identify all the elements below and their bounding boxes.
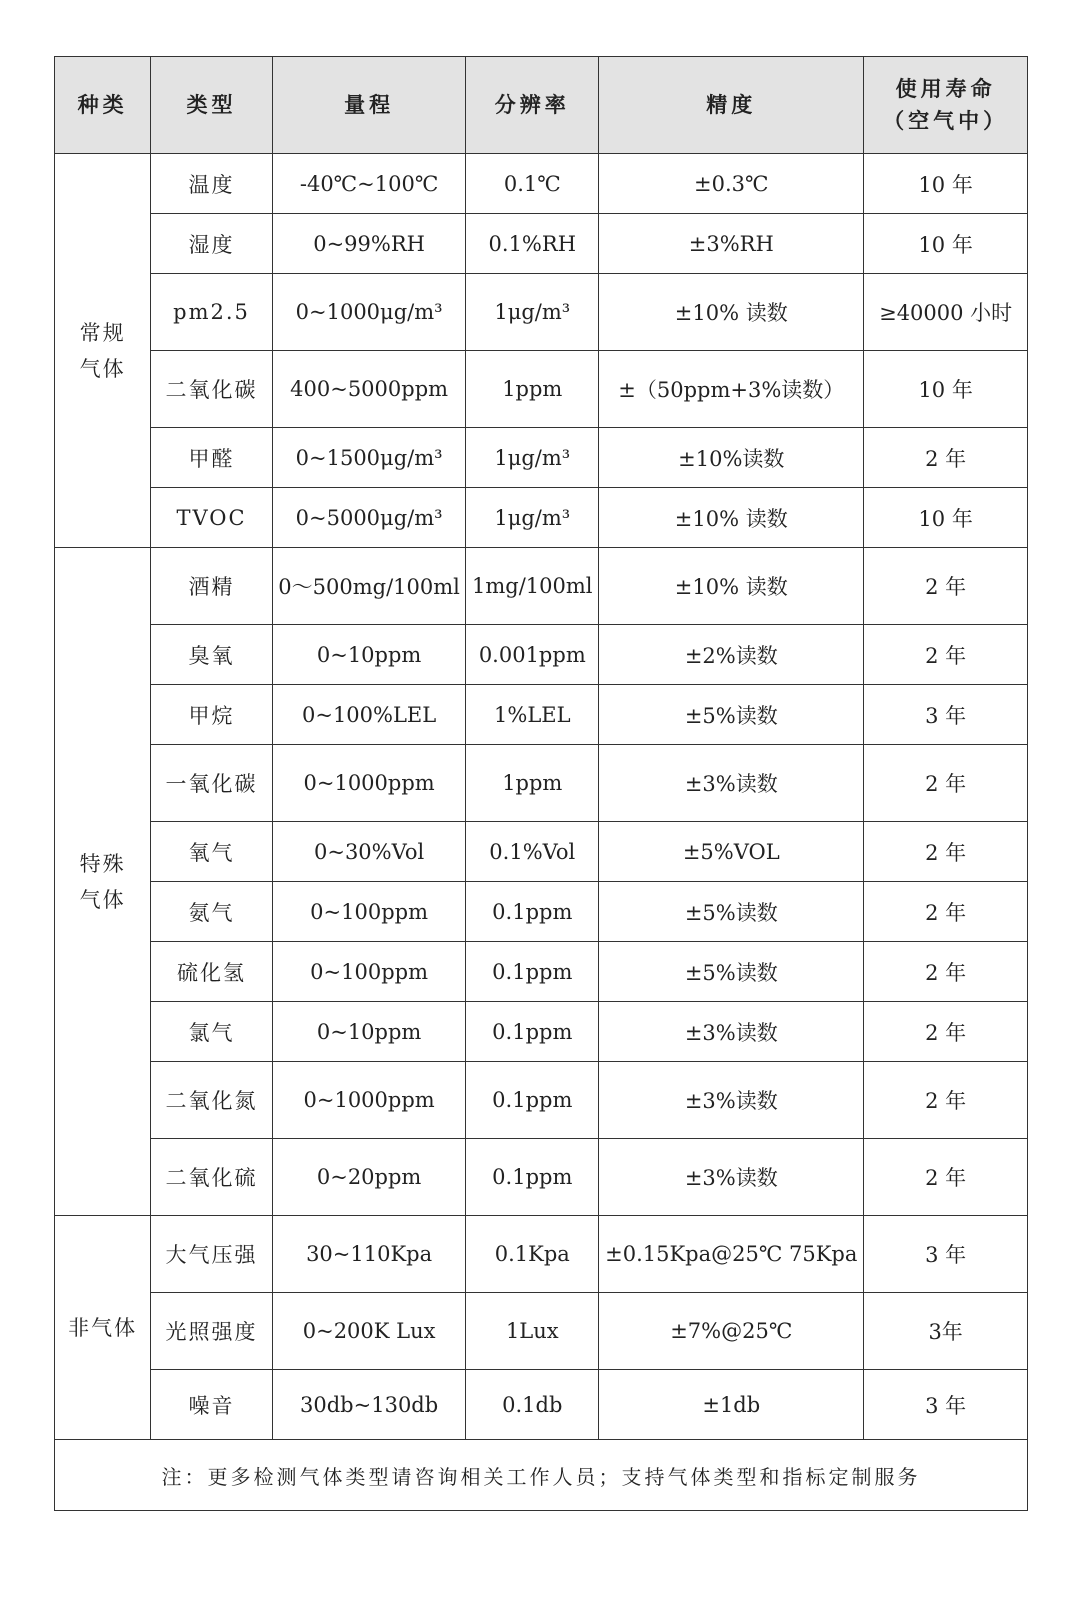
cell-range: 0~5000μg/m³ — [272, 488, 465, 548]
cell-range: 0~20ppm — [272, 1139, 465, 1216]
cell-range: 0～500mg/100ml — [272, 548, 465, 625]
table-row — [55, 214, 1028, 274]
cell-range: 0~1000μg/m³ — [272, 274, 465, 351]
cell-resolution: 0.1ppm — [466, 1139, 599, 1216]
cell-type: 二氧化氮 — [151, 1062, 273, 1139]
cell-accuracy: ±10%读数 — [599, 428, 864, 488]
category-label-line: 常规 — [79, 320, 126, 345]
cell-resolution: 0.001ppm — [466, 625, 599, 685]
cell-resolution: 0.1ppm — [466, 882, 599, 942]
table-row — [55, 1062, 1028, 1139]
header-lifetime — [864, 57, 1028, 154]
cell-type: 一氧化碳 — [151, 745, 273, 822]
header-type: 类型 — [151, 57, 273, 154]
cell-resolution: 1ppm — [466, 351, 599, 428]
cell-type: 二氧化硫 — [151, 1139, 273, 1216]
cell-resolution: 1ppm — [466, 745, 599, 822]
cell-type: 温度 — [151, 154, 273, 214]
cell-resolution: 1Lux — [466, 1293, 599, 1370]
table-row — [55, 1370, 1028, 1440]
cell-range: 0~1500μg/m³ — [272, 428, 465, 488]
cell-lifetime: 2 年 — [864, 548, 1028, 625]
cell-accuracy: ±5%读数 — [599, 882, 864, 942]
footnote: 注：更多检测气体类型请咨询相关工作人员；支持气体类型和指标定制服务 — [55, 1440, 1028, 1511]
category-label-line: 特殊 — [79, 851, 126, 876]
table-row — [55, 942, 1028, 1002]
cell-type: 硫化氢 — [151, 942, 273, 1002]
cell-type: 大气压强 — [151, 1216, 273, 1293]
cell-lifetime: 2 年 — [864, 1139, 1028, 1216]
cell-accuracy: ±2%读数 — [599, 625, 864, 685]
cell-accuracy: ±5%读数 — [599, 685, 864, 745]
header-resolution: 分辨率 — [466, 57, 599, 154]
cell-accuracy: ±10% 读数 — [599, 488, 864, 548]
cell-range: 30~110Kpa — [272, 1216, 465, 1293]
cell-accuracy: ±10% 读数 — [599, 548, 864, 625]
cell-range: 0~1000ppm — [272, 1062, 465, 1139]
cell-range: 0~30%Vol — [272, 822, 465, 882]
cell-type: 臭氧 — [151, 625, 273, 685]
cell-range: -40℃~100℃ — [272, 154, 465, 214]
cell-resolution: 1μg/m³ — [466, 274, 599, 351]
table-row — [55, 822, 1028, 882]
category-label-line: 气体 — [79, 356, 126, 381]
cell-accuracy: ±1db — [599, 1370, 864, 1440]
cell-accuracy: ±3%读数 — [599, 1062, 864, 1139]
cell-range: 0~10ppm — [272, 1002, 465, 1062]
table-row — [55, 1139, 1028, 1216]
cell-accuracy: ±5%读数 — [599, 942, 864, 1002]
table-row — [55, 1002, 1028, 1062]
table-row — [55, 488, 1028, 548]
header-range: 量程 — [272, 57, 465, 154]
cell-lifetime: 2 年 — [864, 882, 1028, 942]
cell-type: 氯气 — [151, 1002, 273, 1062]
cell-lifetime: 3 年 — [864, 1370, 1028, 1440]
table-row — [55, 274, 1028, 351]
cell-type: 二氧化碳 — [151, 351, 273, 428]
cell-lifetime: 2 年 — [864, 428, 1028, 488]
cell-category — [55, 548, 151, 1216]
cell-lifetime: 2 年 — [864, 1002, 1028, 1062]
cell-accuracy: ±0.3℃ — [599, 154, 864, 214]
cell-accuracy: ±10% 读数 — [599, 274, 864, 351]
cell-resolution: 0.1Kpa — [466, 1216, 599, 1293]
cell-lifetime: 3年 — [864, 1293, 1028, 1370]
cell-lifetime: ≥40000 小时 — [864, 274, 1028, 351]
cell-range: 400~5000ppm — [272, 351, 465, 428]
header-row — [55, 57, 1028, 154]
table-row — [55, 625, 1028, 685]
cell-range: 0~99%RH — [272, 214, 465, 274]
cell-resolution: 1μg/m³ — [466, 488, 599, 548]
cell-lifetime: 3 年 — [864, 1216, 1028, 1293]
cell-type: 甲醛 — [151, 428, 273, 488]
cell-resolution: 0.1%RH — [466, 214, 599, 274]
cell-category — [55, 154, 151, 548]
cell-accuracy: ±0.15Kpa@25℃ 75Kpa — [599, 1216, 864, 1293]
cell-range: 0~10ppm — [272, 625, 465, 685]
header-lifetime-line1: 使用寿命 — [895, 77, 996, 101]
cell-resolution: 1%LEL — [466, 685, 599, 745]
cell-type: 光照强度 — [151, 1293, 273, 1370]
cell-range: 0~100ppm — [272, 942, 465, 1002]
cell-category — [55, 1216, 151, 1440]
sensor-spec-table — [54, 56, 1028, 1511]
cell-lifetime: 10 年 — [864, 214, 1028, 274]
cell-lifetime: 10 年 — [864, 488, 1028, 548]
cell-accuracy: ±3%读数 — [599, 745, 864, 822]
cell-lifetime: 10 年 — [864, 351, 1028, 428]
table-row — [55, 351, 1028, 428]
category-label-line: 气体 — [79, 887, 126, 912]
cell-range: 30db~130db — [272, 1370, 465, 1440]
note-row — [55, 1440, 1028, 1511]
header-lifetime-line2: （空气中） — [883, 109, 1009, 133]
cell-resolution: 0.1%Vol — [466, 822, 599, 882]
header-category: 种类 — [55, 57, 151, 154]
cell-type: TVOC — [151, 488, 273, 548]
table-row — [55, 548, 1028, 625]
cell-accuracy: ±3%读数 — [599, 1002, 864, 1062]
cell-type: 酒精 — [151, 548, 273, 625]
table-row — [55, 882, 1028, 942]
table-row — [55, 685, 1028, 745]
cell-range: 0~100ppm — [272, 882, 465, 942]
cell-type: 氨气 — [151, 882, 273, 942]
cell-lifetime: 2 年 — [864, 822, 1028, 882]
cell-resolution: 0.1ppm — [466, 942, 599, 1002]
cell-type: 氧气 — [151, 822, 273, 882]
cell-lifetime: 3 年 — [864, 685, 1028, 745]
cell-lifetime: 2 年 — [864, 625, 1028, 685]
table-row — [55, 1216, 1028, 1293]
cell-lifetime: 2 年 — [864, 942, 1028, 1002]
cell-lifetime: 2 年 — [864, 1062, 1028, 1139]
cell-accuracy: ±3%RH — [599, 214, 864, 274]
cell-type: 甲烷 — [151, 685, 273, 745]
cell-accuracy: ±（50ppm+3%读数） — [599, 351, 864, 428]
cell-type: 湿度 — [151, 214, 273, 274]
cell-range: 0~1000ppm — [272, 745, 465, 822]
table-row — [55, 428, 1028, 488]
table-body — [55, 154, 1028, 1440]
table-row — [55, 745, 1028, 822]
cell-accuracy: ±5%VOL — [599, 822, 864, 882]
header-accuracy: 精度 — [599, 57, 864, 154]
cell-resolution: 1μg/m³ — [466, 428, 599, 488]
cell-accuracy: ±3%读数 — [599, 1139, 864, 1216]
cell-resolution: 0.1ppm — [466, 1002, 599, 1062]
cell-resolution: 1mg/100ml — [466, 548, 599, 625]
cell-lifetime: 10 年 — [864, 154, 1028, 214]
table-row — [55, 154, 1028, 214]
cell-type: pm2.5 — [151, 274, 273, 351]
category-label-line: 非气体 — [68, 1315, 138, 1340]
cell-resolution: 0.1℃ — [466, 154, 599, 214]
cell-type: 噪音 — [151, 1370, 273, 1440]
cell-resolution: 0.1db — [466, 1370, 599, 1440]
cell-lifetime: 2 年 — [864, 745, 1028, 822]
cell-accuracy: ±7%@25℃ — [599, 1293, 864, 1370]
cell-range: 0~200K Lux — [272, 1293, 465, 1370]
cell-range: 0~100%LEL — [272, 685, 465, 745]
table-row — [55, 1293, 1028, 1370]
cell-resolution: 0.1ppm — [466, 1062, 599, 1139]
